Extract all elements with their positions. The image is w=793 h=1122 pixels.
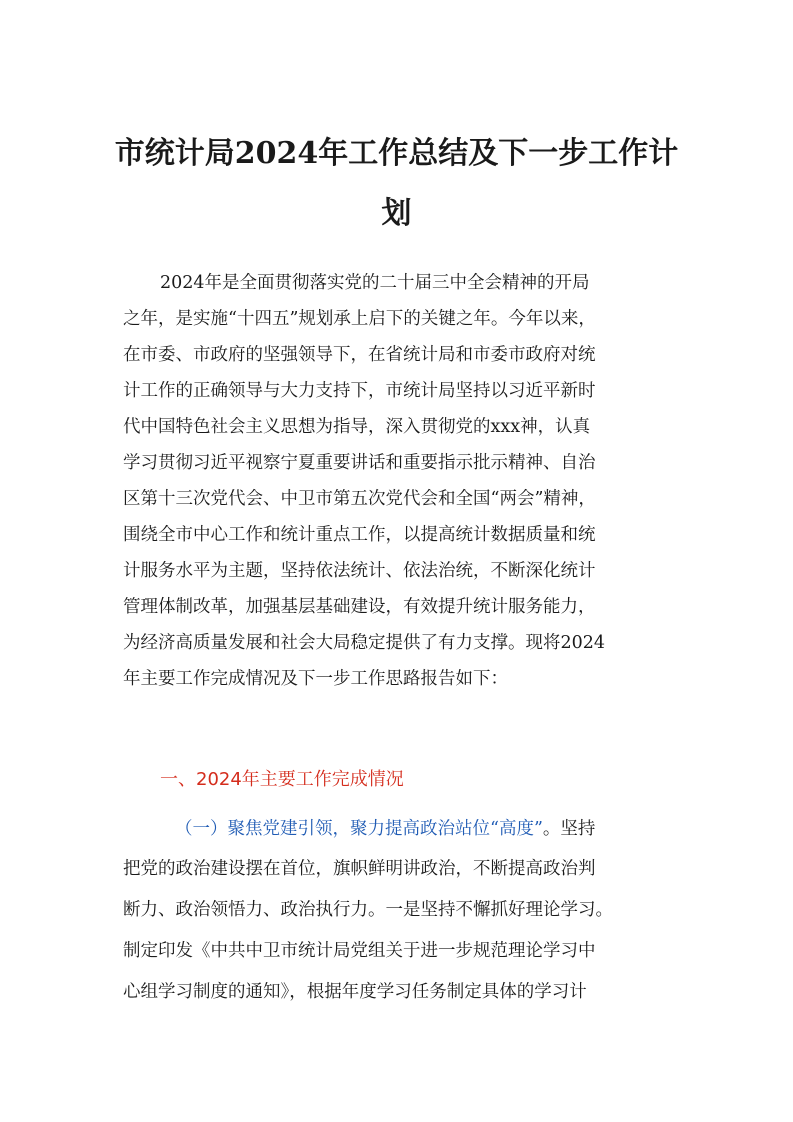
intro-line-4: 计工作的正确领导与大力支持下，市统计局坚持以习近平新时 [123,381,596,401]
body-line-1: 把党的政治建设摆在首位，旗帜鲜明讲政治，不断提高政治判 [123,859,596,879]
intro-line-7: 区第十三次党代会、中卫市第五次党代会和全国“两会”精神， [123,489,596,509]
intro-line-8: 围绕全市中心工作和统计重点工作，以提高统计数据质量和统 [123,525,596,545]
intro-line-11: 为经济高质量发展和社会大局稳定提供了有力支撑。现将2024 [123,633,606,653]
document-title-line-2: 划 [381,196,412,231]
document-title-line-1: 市统计局2024年工作总结及下一步工作计 [114,136,679,171]
intro-line-12: 年主要工作完成情况及下一步工作思路报告如下： [123,669,508,689]
intro-line-10: 管理体制改革，加强基层基础建设，有效提升统计服务能力， [123,597,596,617]
intro-line-1: 2024年是全面贯彻落实党的二十届三中全会精神的开局 [160,273,590,293]
intro-line-9: 计服务水平为主题，坚持依法统计、依法治统，不断深化统计 [123,561,596,581]
section-heading-1: 一、2024年主要工作完成情况 [160,769,404,790]
body-line-3: 制定印发《中共中卫市统计局党组关于进一步规范理论学习中 [123,941,596,961]
intro-line-3: 在市委、市政府的坚强领导下，在省统计局和市委市政府对统 [123,345,596,365]
subsection-heading-tail: 。坚持 [542,819,596,839]
intro-line-5: 代中国特色社会主义思想为指导，深入贯彻党的xxx神，认真 [123,417,591,437]
subsection-heading-1: （一）聚焦党建引领，聚力提高政治站位“高度” [175,819,543,839]
intro-line-2: 之年，是实施“十四五”规划承上启下的关键之年。今年以来， [123,309,596,329]
subsection-heading-line [175,815,595,840]
body-line-2: 断力、政治领悟力、政治执行力。一是坚持不懈抓好理论学习。 [123,900,613,920]
intro-line-6: 学习贯彻习近平视察宁夏重要讲话和重要指示批示精神、自治 [123,453,596,473]
body-line-4: 心组学习制度的通知》，根据年度学习任务制定具体的学习计 [123,982,587,1002]
